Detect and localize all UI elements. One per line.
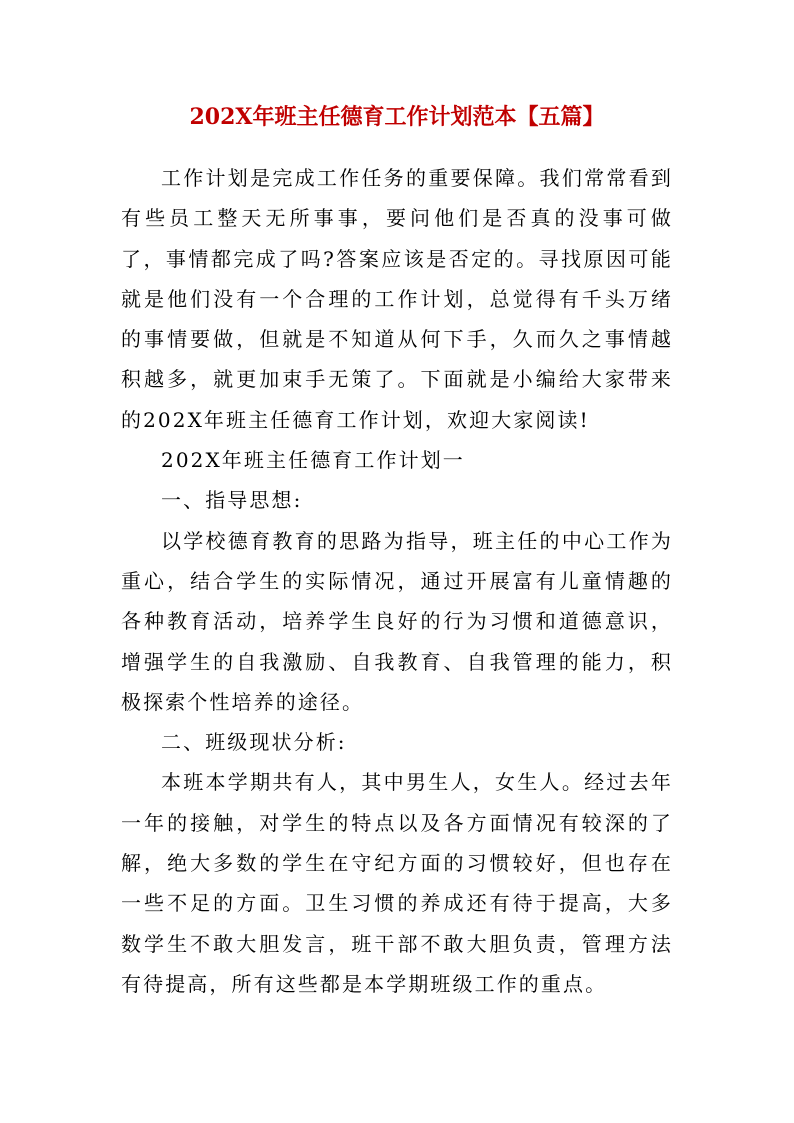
document-title: 202X年班主任德育工作计划范本【五篇】 (189, 104, 605, 130)
intro-paragraph: 工作计划是完成工作任务的重要保障。我们常常看到有些员工整天无所事事，要问他们是否真的没事可做了，事情都完成了吗?答案应该是否定的。寻找原因可能就是他们没有一个合理的工作计划，总觉得有千头万绪的事情要做，但就是不知道从何下手，久而久之事情越积越多，就更加束手无策了。下面就是小编给大家带来的202X年班主任德育工作计划，欢迎大家阅读! (121, 166, 673, 432)
document-body (121, 158, 673, 1004)
plan-one-heading: 202X年班主任德育工作计划一 (161, 448, 465, 473)
section-heading-guiding-thought: 一、指导思想: (161, 488, 303, 513)
section-heading-class-analysis: 二、班级现状分析: (161, 730, 347, 755)
guiding-thought-paragraph: 以学校德育教育的思路为指导，班主任的中心工作为重心，结合学生的实际情况，通过开展富有儿童情趣的各种教育活动，培养学生良好的行为习惯和道德意识，增强学生的自我激励、自我教育、自我管理的能力，积极探索个性培养的途径。 (121, 528, 673, 714)
class-analysis-paragraph: 本班本学期共有人，其中男生人，女生人。经过去年一年的接触，对学生的特点以及各方面情况有较深的了解，绝大多数的学生在守纪方面的习惯较好，但也存在一些不足的方面。卫生习惯的养成还有待于提高，大多数学生不敢大胆发言，班干部不敢大胆负责，管理方法有待提高，所有这些都是本学期班级工作的重点。 (121, 770, 673, 996)
